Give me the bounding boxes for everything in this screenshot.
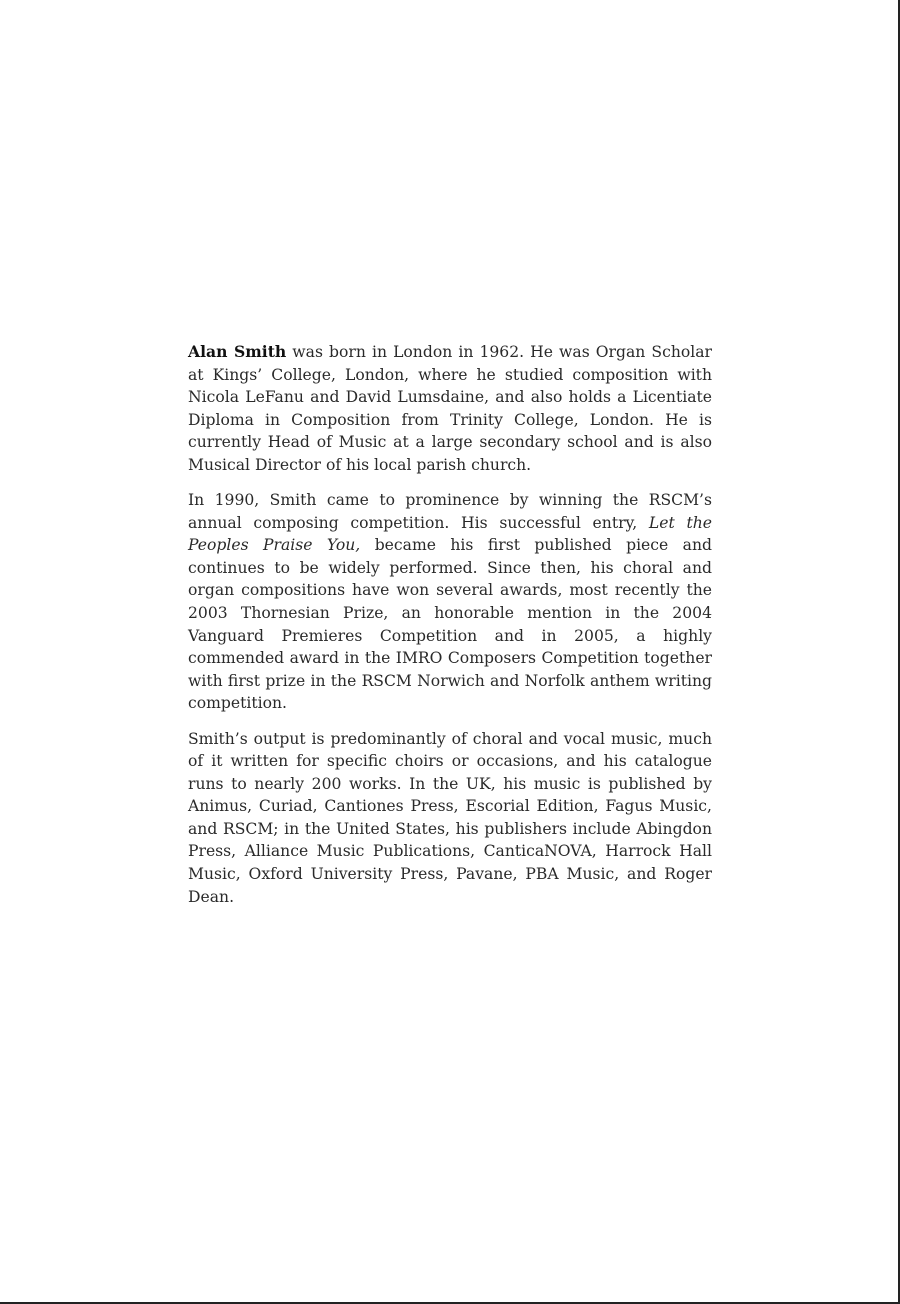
bio-paragraph-2-text-before: In 1990, Smith came to prominence by winning the RSCM’s annual composing competition. His successful entry, [188,491,712,532]
composer-name: Alan Smith [188,342,287,361]
composer-biography [188,341,712,921]
bio-paragraph-2-text-after: became his first published piece and continues to be widely performed. Since then, his choral and organ compositions have won several awards, most recently the 2003 Thornesian Prize, an honorable mention in the 2004 Vanguard Premieres Competition and in 2005, a highly commended award in the IMRO Composers Competition together with first prize in the RSCM Norwich and Norfolk anthem writing competition. [188,536,712,713]
bio-paragraph-1 [188,341,712,477]
bio-paragraph-3 [188,728,712,909]
bio-paragraph-2 [188,489,712,715]
bio-paragraph-3-text: Smith’s output is predominantly of choral and vocal music, much of it written for specific choirs or occasions, and his catalogue runs to nearly 200 works. In the UK, his music is published by Animus, Curiad, Cantiones Press, Escorial Edition, Fagus Music, and RSCM; in the United States, his publishers include Abingdon Press, Alliance Music Publications, CanticaNOVA, Harrock Hall Music, Oxford University Press, Pavane, PBA Music, and Roger Dean. [188,729,712,906]
work-title: Let the Peoples Praise You, [188,513,712,555]
bio-paragraph-1-text: was born in London in 1962. He was Organ Scholar at Kings’ College, London, where he studied composition with Nicola LeFanu and David Lumsdaine, and also holds a Licentiate Diploma in Composition from Trinity College, London. He is currently Head of Music at a large secondary school and is also Musical Director of his local parish church. [188,343,712,474]
